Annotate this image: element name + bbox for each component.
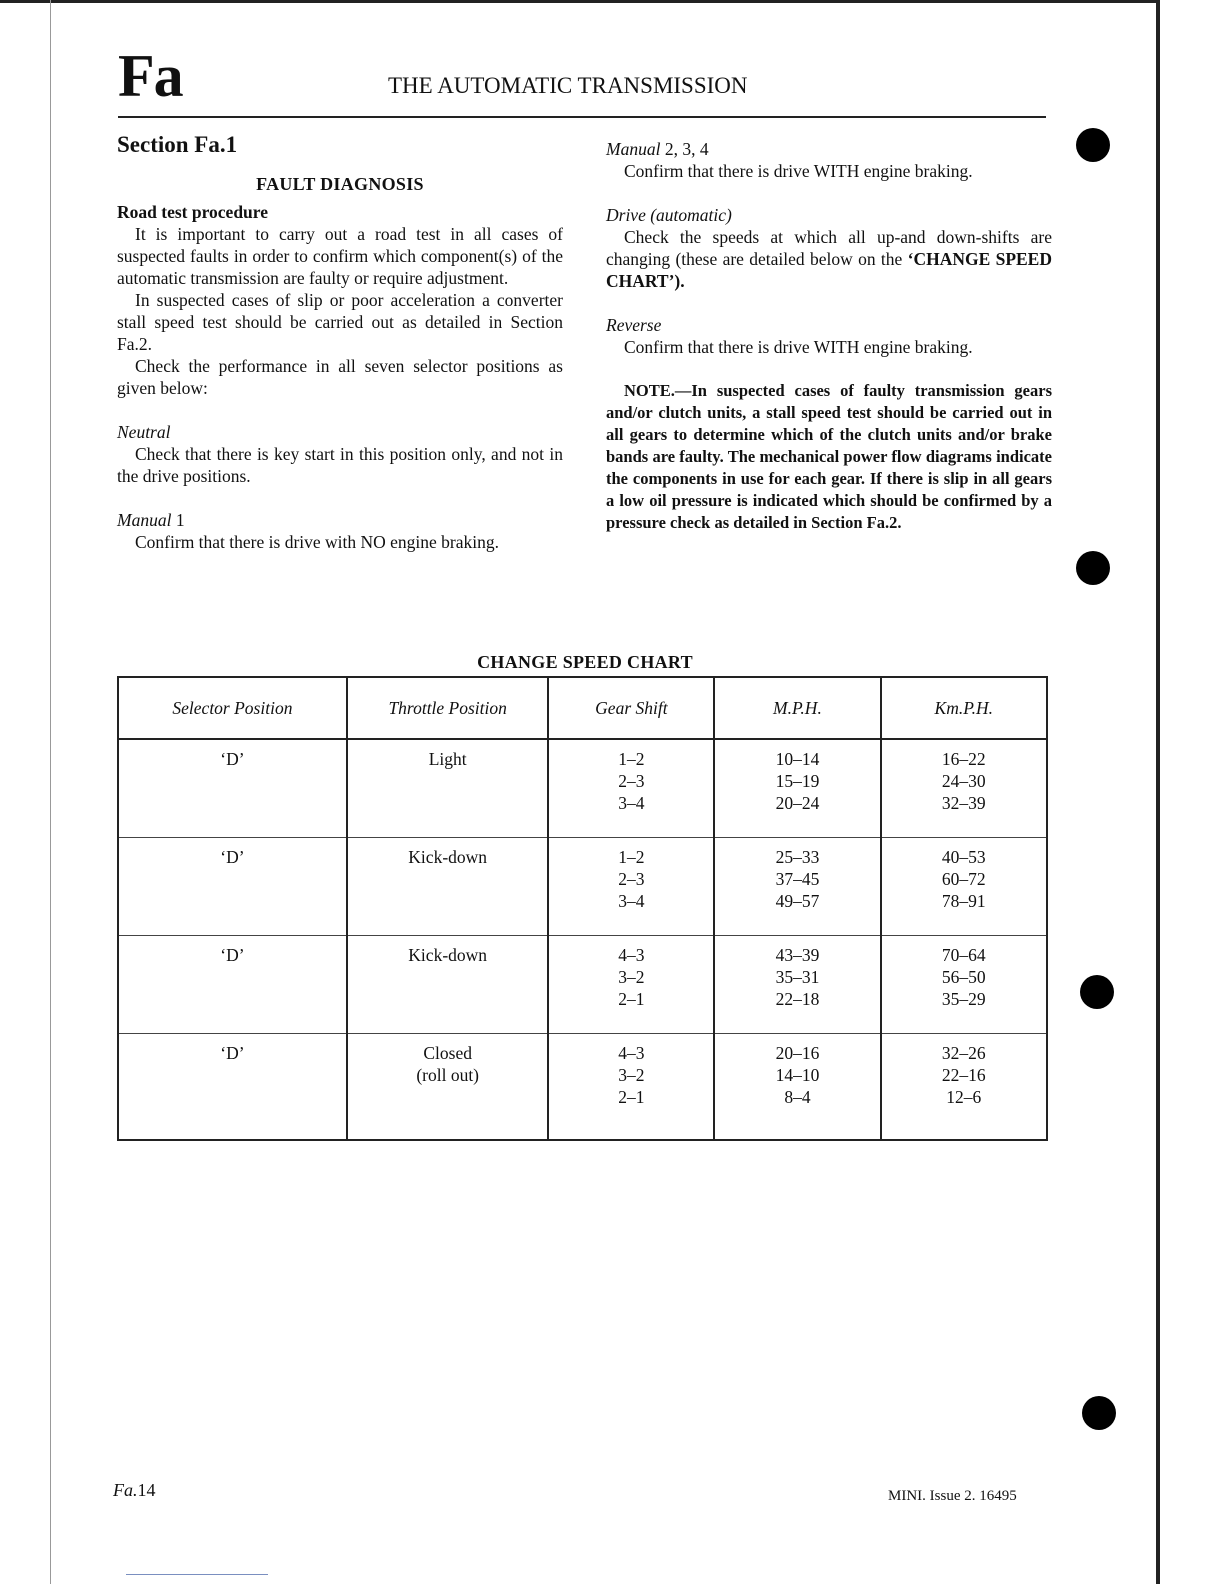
page-title: THE AUTOMATIC TRANSMISSION — [388, 73, 748, 98]
header-rule — [118, 116, 1046, 118]
mph-cell: 43–39 35–31 22–18 — [714, 936, 880, 1034]
paragraph: It is important to carry out a road test in all cases of suspected faults in order to confirm which component(s) of the automatic transmission are faulty or require adjustment. — [117, 224, 563, 288]
scan-edge-left — [50, 0, 51, 1584]
fault-diagnosis-heading: FAULT DIAGNOSIS — [256, 174, 424, 194]
paragraph: Check the performance in all seven selector positions as given below: — [117, 356, 563, 398]
chapter-logo: Fa — [118, 43, 183, 109]
throttle-cell: Kick-down — [347, 936, 549, 1034]
right-column — [606, 138, 1052, 534]
table-header-row — [118, 677, 1047, 739]
throttle-cell: Light — [347, 739, 549, 838]
left-column — [117, 134, 563, 553]
page-number: Fa.14 — [113, 1480, 156, 1500]
manual1-heading: Manual 1 — [117, 510, 185, 530]
gear-cell: 4–3 3–2 2–1 — [548, 1034, 714, 1141]
road-test-heading: Road test procedure — [117, 202, 269, 222]
scan-mark — [126, 1574, 268, 1575]
table-row — [118, 739, 1047, 838]
column-header: Selector Position — [118, 677, 347, 739]
neutral-text: Check that there is key start in this position only, and not in the drive positions. — [117, 444, 563, 486]
punch-hole — [1076, 128, 1110, 162]
mph-cell: 20–16 14–10 8–4 — [714, 1034, 880, 1141]
throttle-cell: Closed (roll out) — [347, 1034, 549, 1141]
column-header: Throttle Position — [347, 677, 549, 739]
kmph-cell: 32–26 22–16 12–6 — [881, 1034, 1047, 1141]
selector-cell: ‘D’ — [118, 739, 347, 838]
throttle-cell: Kick-down — [347, 838, 549, 936]
paragraph: In suspected cases of slip or poor acceleration a converter stall speed test should be carried out as detailed in Section Fa.2. — [117, 290, 563, 354]
selector-cell: ‘D’ — [118, 838, 347, 936]
manual234-heading: Manual 2, 3, 4 — [606, 139, 709, 159]
drive-text: Check the speeds at which all up-and down-shifts are changing (these are detailed below on the ‘CHANGE SPEED CHART’). — [606, 227, 1052, 291]
punch-hole — [1080, 975, 1114, 1009]
kmph-cell: 40–53 60–72 78–91 — [881, 838, 1047, 936]
punch-hole — [1082, 1396, 1116, 1430]
drive-heading: Drive (automatic) — [606, 205, 732, 225]
reverse-text: Confirm that there is drive WITH engine braking. — [624, 337, 973, 357]
gear-cell: 1–2 2–3 3–4 — [548, 838, 714, 936]
manual1-text: Confirm that there is drive with NO engine braking. — [135, 532, 500, 552]
issue-info: MINI. Issue 2. 16495 — [888, 1488, 1017, 1504]
mph-cell: 25–33 37–45 49–57 — [714, 838, 880, 936]
selector-cell: ‘D’ — [118, 1034, 347, 1141]
scan-edge-top — [0, 0, 1160, 3]
mph-cell: 10–14 15–19 20–24 — [714, 739, 880, 838]
note-text: NOTE.—In suspected cases of faulty transmission gears and/or clutch units, a stall speed test should be carried out in all gears to determine which of the clutch units and/or brake bands are faulty. The mechanical power flow diagrams indicate the components in use for each gear. If there is slip in all gears a low oil pressure is indicated which should be confirmed by a pressure check as detailed in Section Fa.2. — [606, 381, 1052, 532]
selector-cell: ‘D’ — [118, 936, 347, 1034]
gear-cell: 4–3 3–2 2–1 — [548, 936, 714, 1034]
chart-title: CHANGE SPEED CHART — [477, 652, 693, 672]
table-row — [118, 936, 1047, 1034]
section-heading: Section Fa.1 — [117, 132, 238, 157]
punch-hole — [1076, 551, 1110, 585]
table-row — [118, 838, 1047, 936]
kmph-cell: 70–64 56–50 35–29 — [881, 936, 1047, 1034]
column-header: Gear Shift — [548, 677, 714, 739]
change-speed-chart — [117, 676, 1048, 1141]
gear-cell: 1–2 2–3 3–4 — [548, 739, 714, 838]
column-header: Km.P.H. — [881, 677, 1047, 739]
scan-edge-right — [1156, 0, 1160, 1584]
reverse-heading: Reverse — [606, 315, 662, 335]
column-header: M.P.H. — [714, 677, 880, 739]
table-row — [118, 1034, 1047, 1141]
kmph-cell: 16–22 24–30 32–39 — [881, 739, 1047, 838]
manual234-text: Confirm that there is drive WITH engine braking. — [624, 161, 973, 181]
neutral-heading: Neutral — [117, 422, 171, 442]
